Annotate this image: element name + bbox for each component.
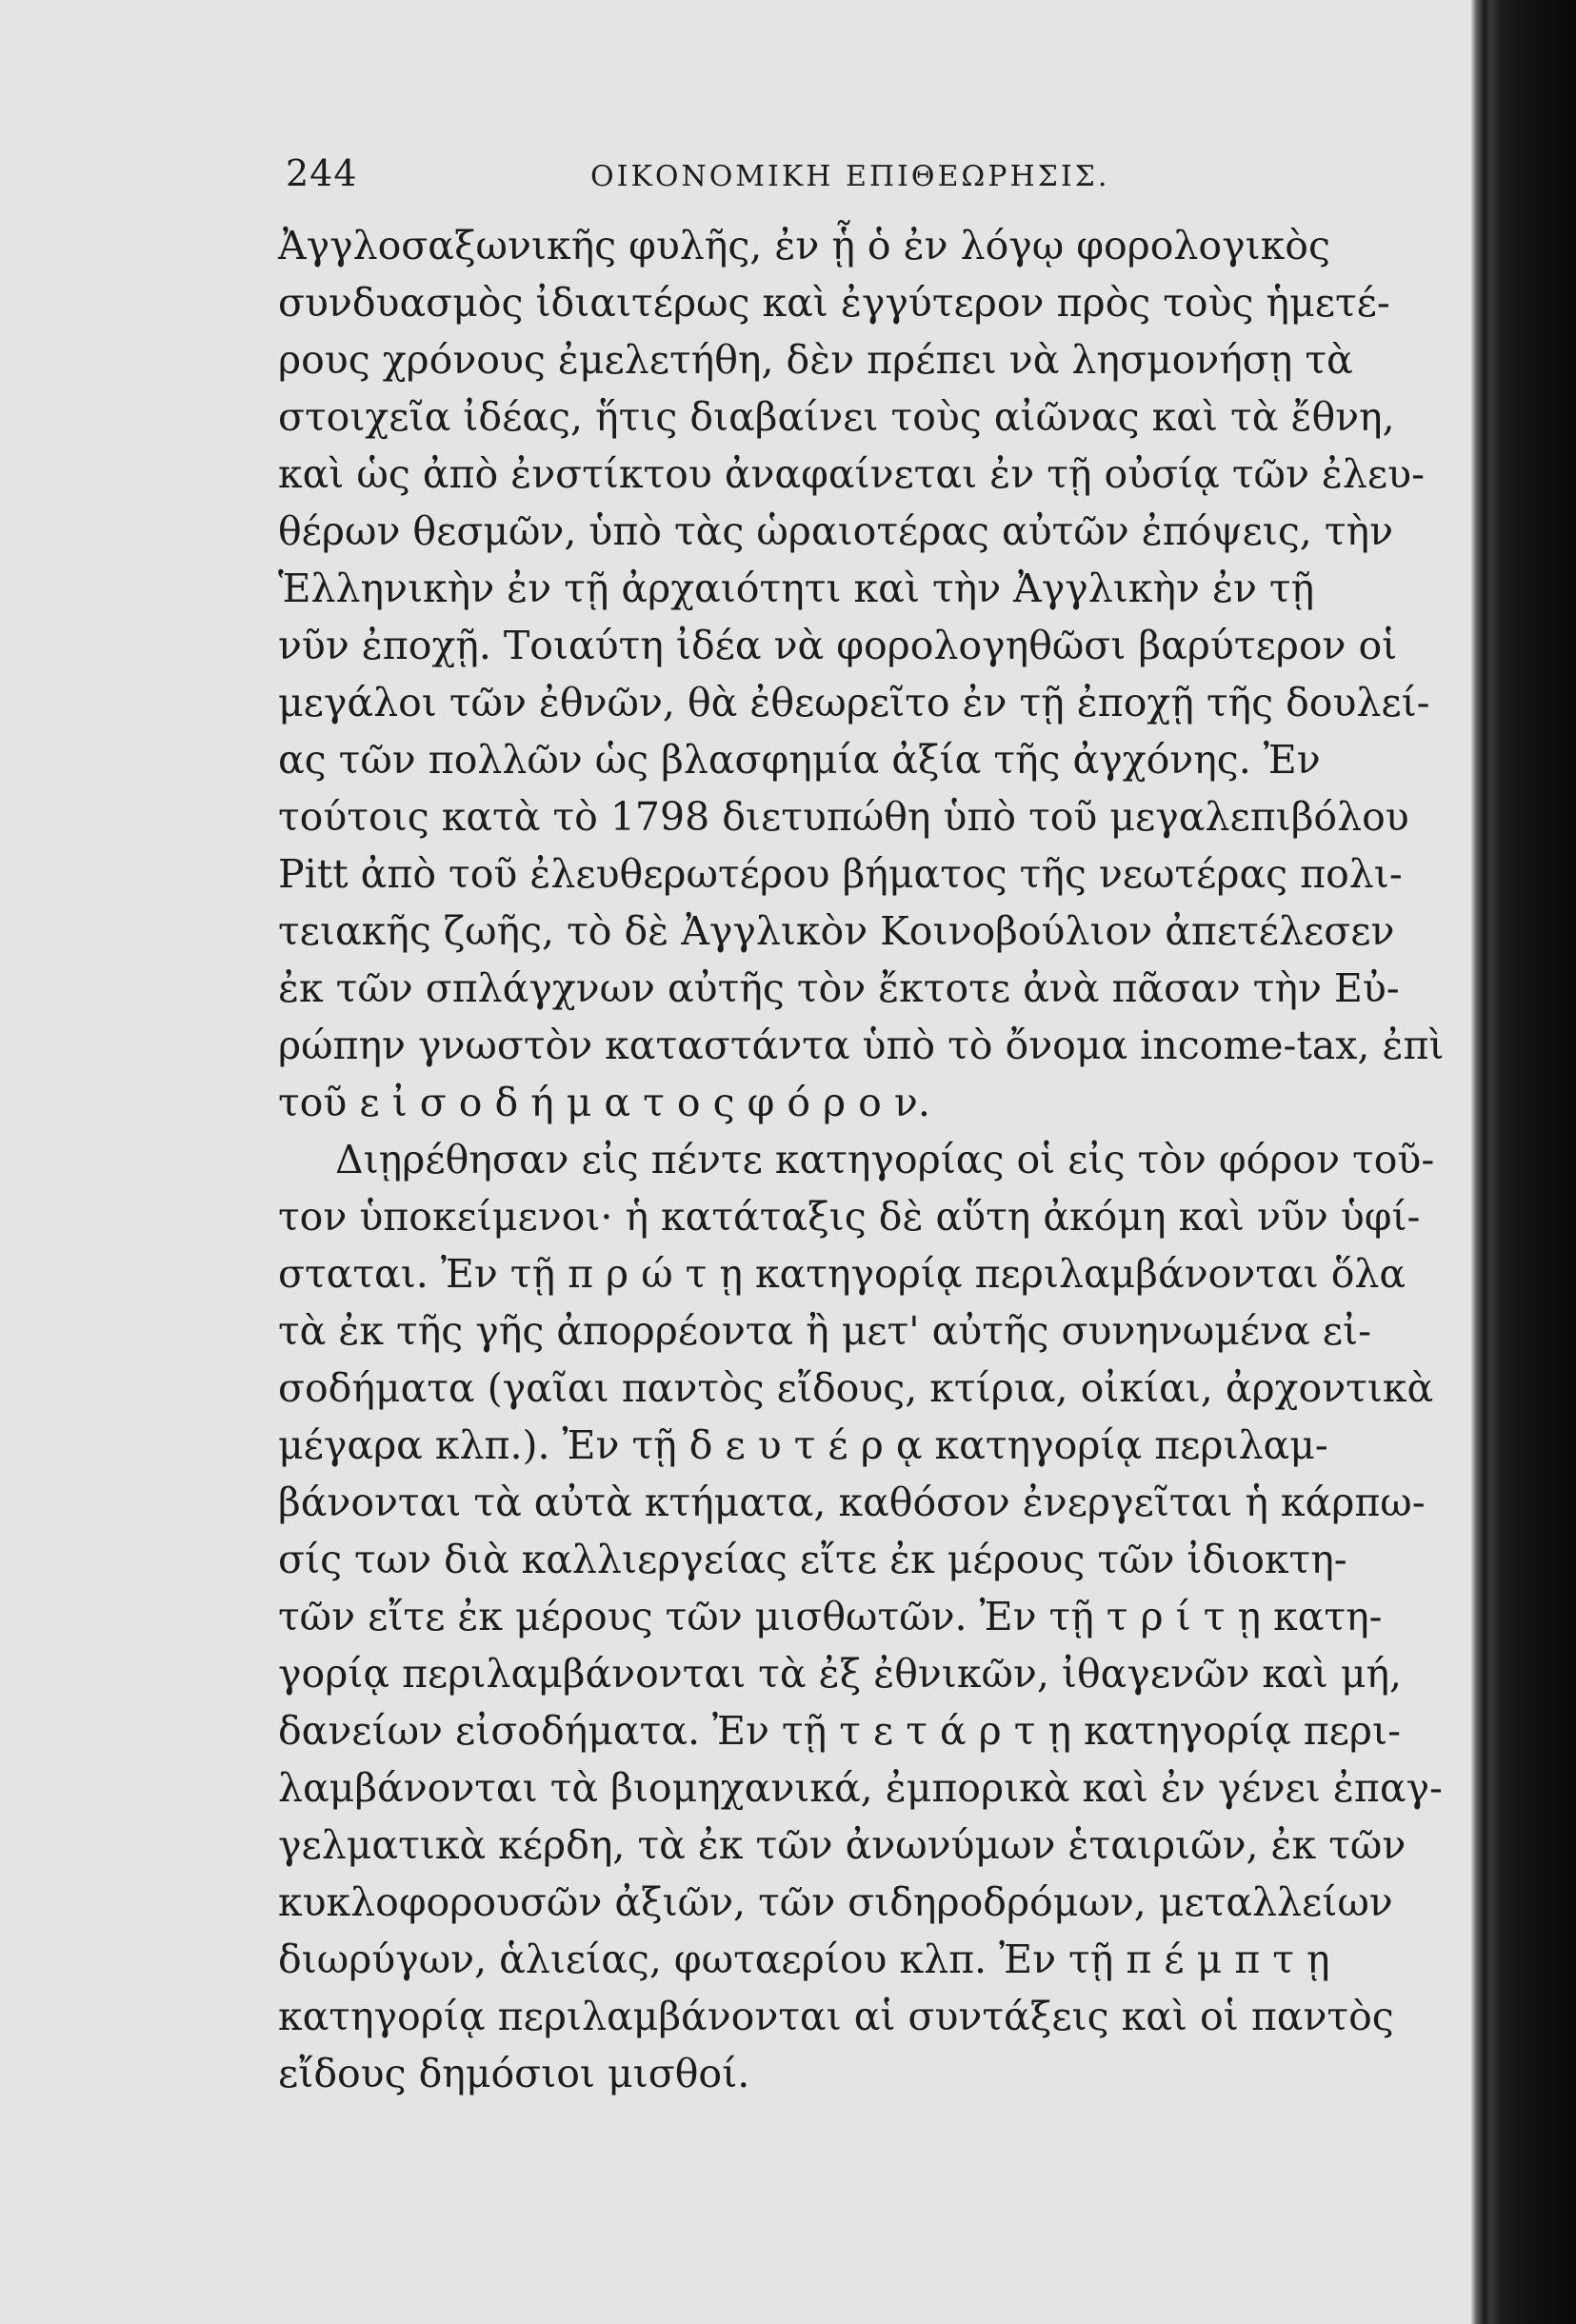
text-line: ρους χρόνους ἐμελετήθη, δὲν πρέπει νὰ λησμονήσῃ τὰ	[278, 337, 1353, 383]
text-line: εἴδους δημόσιοι μισθοί.	[278, 2051, 750, 2096]
text-line: σοδήματα (γαῖαι παντὸς εἴδους, κτίρια, οἰκίαι, ἀρχοντικὰ	[278, 1365, 1434, 1411]
text-line: τοῦ ε ἰ σ ο δ ή μ α τ ο ς φ ό ρ ο ν.	[278, 1080, 930, 1125]
text-line: βάνονται τὰ αὐτὰ κτήματα, καθόσον ἐνεργεῖται ἡ κάρπω-	[278, 1480, 1426, 1525]
text-line: διωρύγων, ἁλιείας, φωταερίου κλπ. Ἐν τῇ π έ μ π τ ῃ	[278, 1937, 1330, 1982]
text-line: Ἑλληνικὴν ἐν τῇ ἀρχαιότητι καὶ τὴν Ἀγγλικὴν ἐν τῇ	[278, 566, 1315, 611]
page-number: 244	[286, 152, 358, 194]
text-line: σταται. Ἐν τῇ π ρ ώ τ ῃ κατηγορίᾳ περιλαμβάνονται ὅλα	[278, 1251, 1406, 1297]
text-line: τειακῆς ζωῆς, τὸ δὲ Ἀγγλικὸν Κοινοβούλιον ἀπετέλεσεν	[278, 908, 1395, 954]
text-line: μεγάλοι τῶν ἐθνῶν, θὰ ἐθεωρεῖτο ἐν τῇ ἐποχῇ τῆς δουλεί-	[278, 680, 1430, 725]
text-line: συνδυασμὸς ἰδιαιτέρως καὶ ἐγγύτερον πρὸς τοὺς ἡμετέ-	[278, 280, 1390, 326]
text-line: γορίᾳ περιλαμβάνονται τὰ ἐξ ἐθνικῶν, ἰθαγενῶν καὶ μή,	[278, 1651, 1403, 1697]
text-line: τὰ ἐκ τῆς γῆς ἀπορρέοντα ἢ μετ' αὐτῆς συνηνωμένα εἰ-	[278, 1308, 1371, 1354]
text-line: ἐκ τῶν σπλάγχνων αὐτῆς τὸν ἔκτοτε ἀνὰ πᾶσαν τὴν Εὐ-	[278, 965, 1400, 1011]
text-line: ας τῶν πολλῶν ὡς βλασφημία ἀξία τῆς ἀγχόνης. Ἐν	[278, 737, 1321, 783]
text-line: τον ὑποκείμενοι· ἡ κατάταξις δὲ αὕτη ἀκόμη καὶ νῦν ὑφί-	[278, 1194, 1421, 1240]
text-line: δανείων εἰσοδήματα. Ἐν τῇ τ ε τ ά ρ τ ῃ κατηγορίᾳ περι-	[278, 1708, 1401, 1754]
book-gutter-shadow	[1471, 0, 1576, 2324]
text-line: στοιχεῖα ἰδέας, ἥτις διαβαίνει τοὺς αἰῶνας καὶ τὰ ἔθνη,	[278, 394, 1395, 440]
text-line: θέρων θεσμῶν, ὑπὸ τὰς ὡραιοτέρας αὐτῶν ἐπόψεις, τὴν	[278, 508, 1394, 554]
page-header	[286, 152, 1352, 209]
text-line: γελματικὰ κέρδη, τὰ ἐκ τῶν ἀνωνύμων ἑταιριῶν, ἐκ τῶν	[278, 1822, 1406, 1868]
text-line: νῦν ἐποχῇ. Τοιαύτη ἰδέα νὰ φορολογηθῶσι βαρύτερον οἱ	[278, 623, 1398, 668]
text-line: Pitt ἀπὸ τοῦ ἐλευθερωτέρου βήματος τῆς νεωτέρας πολι-	[278, 851, 1403, 897]
text-line: Ἀγγλοσαξωνικῆς φυλῆς, ἐν ᾗ ὁ ἐν λόγῳ φορολογικὸς	[278, 223, 1330, 268]
text-line: τῶν εἴτε ἐκ μέρους τῶν μισθωτῶν. Ἐν τῇ τ ρ ί τ ῃ κατη-	[278, 1594, 1383, 1639]
text-line: Διῃρέθησαν εἰς πέντε κατηγορίας οἱ εἰς τὸν φόρον τοῦ-	[335, 1137, 1435, 1182]
text-line: ρώπην γνωστὸν καταστάντα ὑπὸ τὸ ὄνομα income-tax, ἐπὶ	[278, 1023, 1445, 1068]
text-line: λαμβάνονται τὰ βιομηχανικά, ἐμπορικὰ καὶ ἐν γένει ἐπαγ-	[278, 1765, 1443, 1811]
text-line: κατηγορίᾳ περιλαμβάνονται αἱ συντάξεις καὶ οἱ παντὸς	[278, 1994, 1394, 2039]
text-line: καὶ ὡς ἀπὸ ἐνστίκτου ἀναφαίνεται ἐν τῇ οὐσίᾳ τῶν ἐλευ-	[278, 451, 1425, 497]
text-line: κυκλοφορουσῶν ἀξιῶν, τῶν σιδηροδρόμων, μεταλλείων	[278, 1879, 1393, 1925]
text-line: σίς των διὰ καλλιεργείας εἴτε ἐκ μέρους τῶν ἰδιοκτη-	[278, 1537, 1347, 1582]
text-line: μέγαρα κλπ.). Ἐν τῇ δ ε υ τ έ ρ ᾳ κατηγορίᾳ περιλαμ-	[278, 1422, 1328, 1468]
text-line: τούτοις κατὰ τὸ 1798 διετυπώθη ὑπὸ τοῦ μεγαλεπιβόλου	[278, 794, 1409, 840]
running-title: ΟΙΚΟΝΟΜΙΚΗ ΕΠΙΘΕΩΡΗΣΙΣ.	[590, 160, 1110, 193]
